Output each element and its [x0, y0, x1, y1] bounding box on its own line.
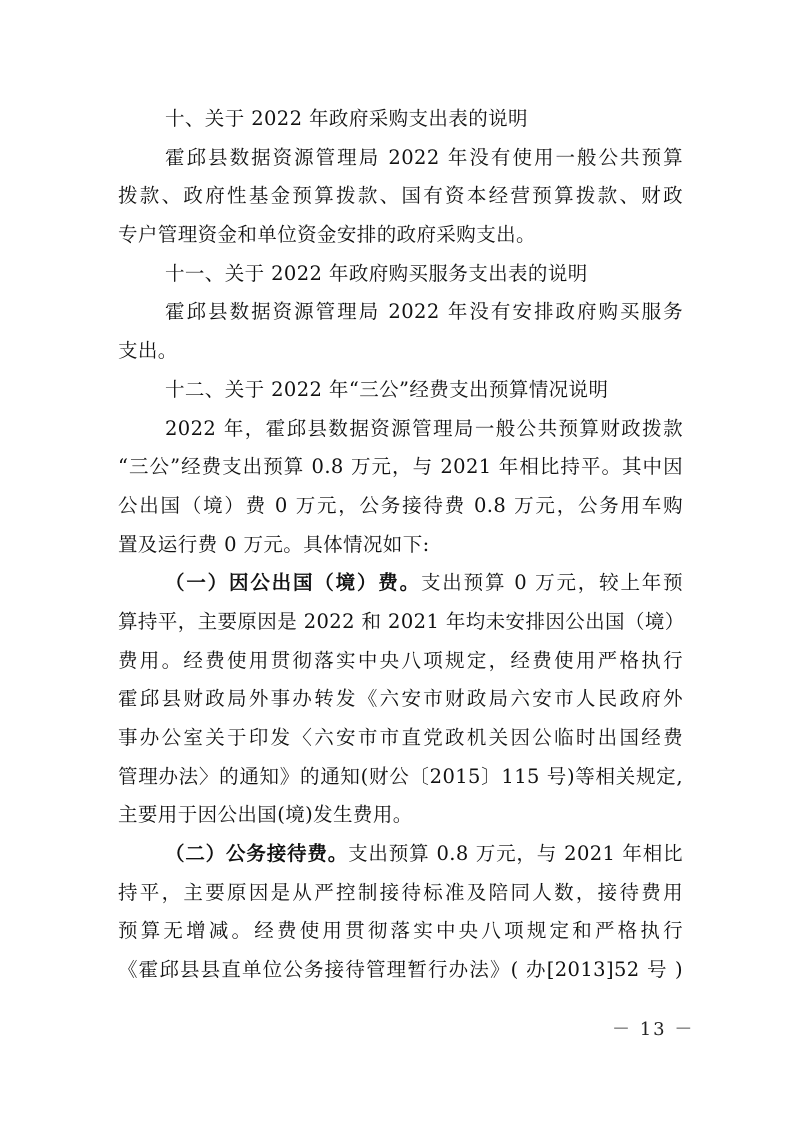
subsection-2-first-line-text: 支出预算 0.8 万元，与 2021 年相比	[348, 842, 683, 866]
subsection-1-line-7: 主要用于因公出国(境)发生费用。	[118, 803, 413, 827]
subsection-2-line-4: 《霍邱县县直单位公务接待管理暂行办法》( 办[2013]52 号 )	[118, 958, 683, 982]
subsection-2-line-2: 持平，主要原因是从严控制接待标准及陪同人数，接待费用	[118, 880, 683, 904]
section-11-line-1: 霍邱县数据资源管理局 2022 年没有安排政府购买服务	[165, 300, 683, 324]
subsection-1-first-line-text: 支出预算 0 万元，较上年预	[420, 571, 683, 595]
document-page	[118, 100, 683, 990]
subsection-1-line-3: 费用。经费使用贯彻落实中央八项规定，经费使用严格执行	[118, 648, 683, 672]
page-number: － 13 －	[612, 1019, 695, 1040]
section-12-intro-line-2: “三公”经费支出预算 0.8 万元，与 2021 年相比持平。其中因	[118, 455, 683, 479]
section-11-line-2: 支出。	[118, 339, 178, 363]
subsection-1-line-2: 算持平，主要原因是 2022 和 2021 年均未安排因公出国（境）	[118, 609, 685, 633]
section-10-line-1: 霍邱县数据资源管理局 2022 年没有使用一般公共预算	[165, 145, 683, 169]
section-12-intro-line-4: 置及运行费 0 万元。具体情况如下:	[118, 532, 430, 556]
subsection-1-line-6: 管理办法〉的通知》的通知(财公〔2015〕115 号)等相关规定,	[118, 764, 683, 788]
section-12-intro-line-1: 2022 年，霍邱县数据资源管理局一般公共预算财政拨款	[165, 416, 683, 440]
section-10-line-2: 拨款、政府性基金预算拨款、国有资本经营预算拨款、财政	[118, 184, 683, 208]
subsection-1-first-line	[118, 564, 683, 603]
section-12-title: 十二、关于 2022 年“三公”经费支出预算情况说明	[165, 377, 609, 401]
section-12-intro-line-3: 公出国（境）费 0 万元，公务接待费 0.8 万元，公务用车购	[118, 493, 683, 517]
subsection-2-label: （二）公务接待费。	[165, 842, 349, 866]
subsection-1-label: （一）因公出国（境）费。	[165, 571, 421, 595]
subsection-1-line-4: 霍邱县财政局外事办转发《六安市财政局六安市人民政府外	[118, 687, 683, 711]
subsection-2-first-line	[118, 835, 683, 874]
subsection-2-line-3: 预算无增减。经费使用贯彻落实中央八项规定和严格执行	[118, 919, 683, 943]
section-11-title: 十一、关于 2022 年政府购买服务支出表的说明	[165, 261, 588, 285]
subsection-1-line-5: 事办公室关于印发〈六安市市直党政机关因公临时出国经费	[118, 726, 683, 749]
section-10-title: 十、关于 2022 年政府采购支出表的说明	[165, 107, 528, 130]
section-10-line-3: 专户管理资金和单位资金安排的政府采购支出。	[118, 223, 536, 247]
